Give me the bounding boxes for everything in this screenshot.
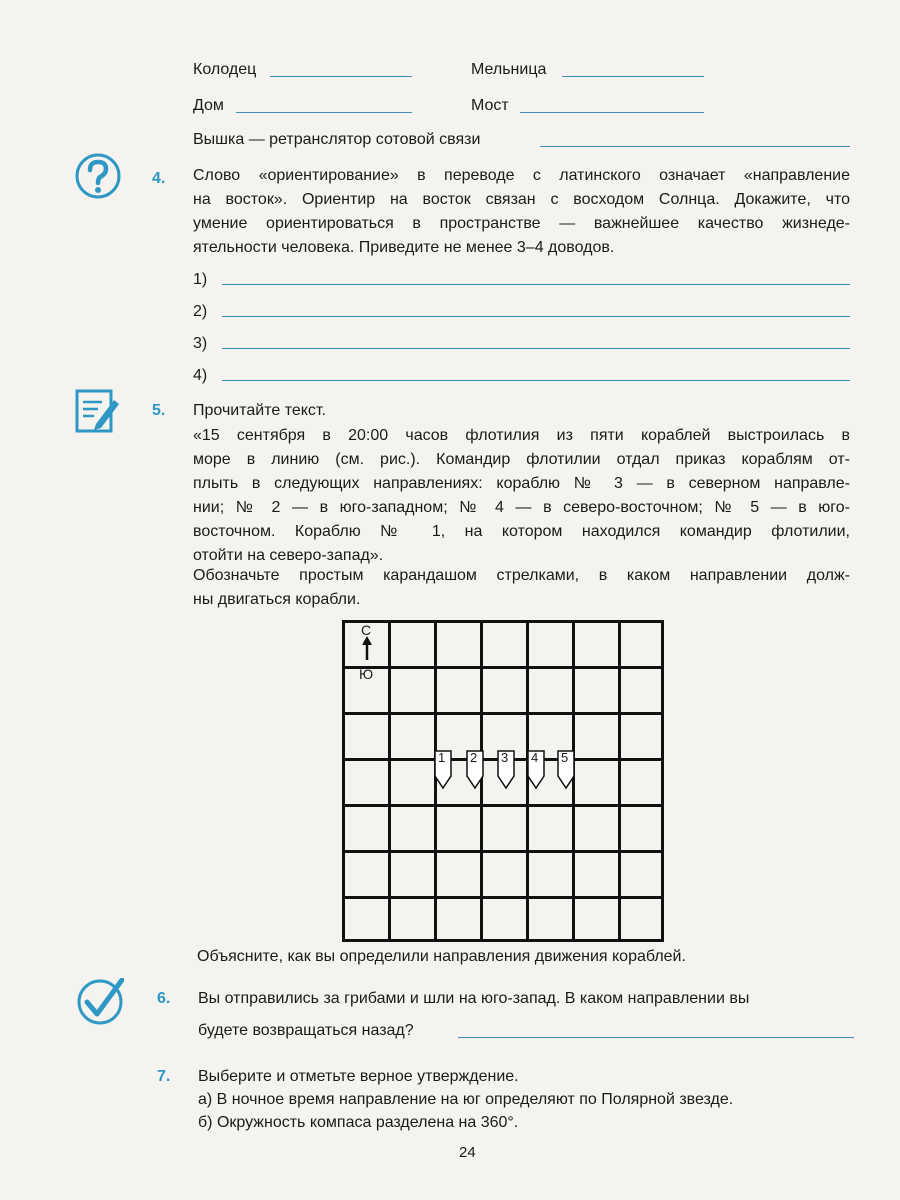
q6-line2: будете возвращаться назад?	[198, 1022, 414, 1039]
ship-number: 3	[501, 750, 509, 765]
tower-label: Вышка — ретранслятор сотовой связи	[193, 131, 481, 148]
ship-number: 4	[531, 750, 539, 765]
tower-answer-line[interactable]	[540, 146, 850, 147]
page-number: 24	[459, 1144, 476, 1161]
north-label: С	[361, 622, 372, 638]
q7-option-b[interactable]: б) Окружность компаса разделена на 360°.	[198, 1114, 519, 1131]
q6-line1: Вы отправились за грибами и шли на юго-запад. В каком направлении вы	[198, 990, 750, 1007]
q5-task	[193, 564, 850, 612]
q4-answer-label: 1)	[193, 271, 208, 288]
q5-task-line: Обозначьте простым карандашом стрелками, в каком направлении долж-	[193, 567, 850, 584]
ship-number: 5	[561, 750, 569, 765]
mill-label: Мельница	[471, 61, 547, 78]
well-answer-line[interactable]	[270, 76, 412, 77]
q5-intro: Прочитайте текст.	[193, 402, 326, 419]
bridge-answer-line[interactable]	[520, 112, 704, 113]
q5-quote	[193, 424, 850, 568]
mill-answer-line[interactable]	[562, 76, 704, 77]
checkmark-icon	[76, 978, 124, 1026]
ship-number: 2	[470, 750, 478, 765]
question-icon	[74, 152, 122, 200]
q4-answer-line[interactable]	[222, 284, 850, 285]
q6-answer-line[interactable]	[458, 1037, 854, 1038]
q7-option-a[interactable]: а) В ночное время направление на юг определяют по Полярной звезде.	[198, 1091, 734, 1108]
ship-4[interactable]	[527, 750, 545, 790]
q4-answer-line[interactable]	[222, 316, 850, 317]
ship-1[interactable]	[434, 750, 452, 790]
q5-number: 5.	[152, 402, 166, 419]
q5-quote-line: плыть в следующих направлениях: кораблю № 3 — в северном направле-	[193, 475, 850, 492]
q4-text	[193, 164, 850, 260]
ship-3[interactable]	[497, 750, 515, 790]
q5-explain: Объясните, как вы определили направления движения кораблей.	[197, 948, 686, 965]
north-arrow-icon	[362, 636, 372, 660]
south-label: Ю	[359, 666, 374, 682]
ship-2[interactable]	[466, 750, 484, 790]
notepad-pencil-icon	[74, 388, 122, 436]
q4-line: на восток». Ориентир на восток связан с восходом Солнца. Докажите, что	[193, 191, 850, 208]
q6-number: 6.	[157, 990, 171, 1007]
q5-quote-line: отойти на северо-запад».	[193, 547, 384, 564]
q5-task-line: ны двигаться корабли.	[193, 591, 361, 608]
ship-number: 1	[438, 750, 446, 765]
q5-quote-line: море в линию (см. рис.). Командир флотилии отдал приказ кораблям от-	[193, 451, 850, 468]
q5-quote-line: «15 сентября в 20:00 часов флотилия из пяти кораблей выстроилась в	[193, 427, 850, 444]
q4-number: 4.	[152, 170, 166, 187]
q4-answer-label: 4)	[193, 367, 208, 384]
q4-answer-label: 3)	[193, 335, 208, 352]
q4-answer-label: 2)	[193, 303, 208, 320]
bridge-label: Мост	[471, 97, 509, 114]
q4-answer-line[interactable]	[222, 380, 850, 381]
q4-line: ятельности человека. Приведите не менее 3–4 доводов.	[193, 239, 615, 256]
q7-text: Выберите и отметьте верное утверждение.	[198, 1068, 519, 1085]
q4-answer-line[interactable]	[222, 348, 850, 349]
house-label: Дом	[193, 97, 224, 114]
q5-quote-line: нии; № 2 — в юго-западном; № 4 — в северо-восточном; № 5 — в юго-	[193, 499, 850, 516]
q5-quote-line: восточном. Кораблю № 1, на котором находился командир флотилии,	[193, 523, 850, 540]
house-answer-line[interactable]	[236, 112, 412, 113]
ship-5[interactable]	[557, 750, 575, 790]
well-label: Колодец	[193, 61, 257, 78]
q4-line: умение ориентироваться в пространстве — важнейшее качество жизнеде-	[193, 215, 850, 232]
q4-line: Слово «ориентирование» в переводе с латинского означает «направление	[193, 167, 850, 184]
q7-number: 7.	[157, 1068, 171, 1085]
